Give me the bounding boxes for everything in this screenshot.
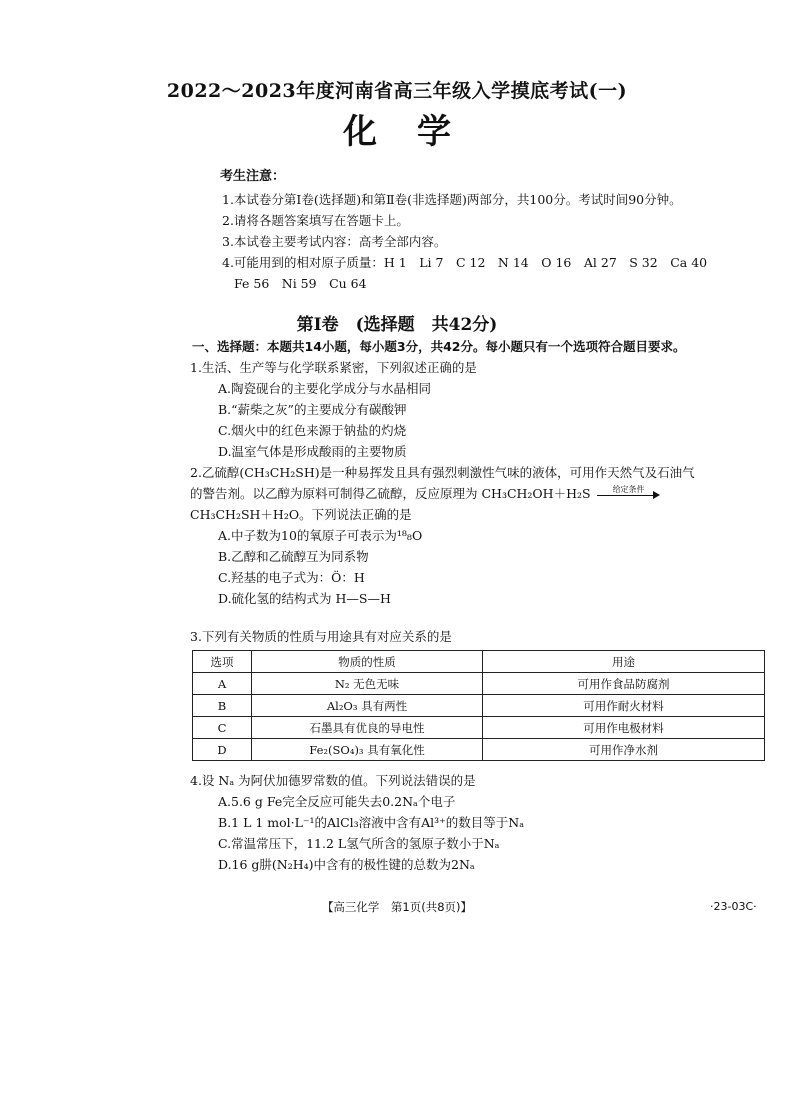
table-row: D Fe₂(SO₄)₃ 具有氧化性 可用作净水剂 — [193, 739, 765, 761]
page-footer: 【高三化学 第1页(共8页)】 — [321, 900, 473, 914]
table-header: 用途 — [483, 651, 765, 673]
table-row: B Al₂O₃ 具有两性 可用作耐火材料 — [193, 695, 765, 717]
question-option: A.5.6 g Fe完全反应可能失去0.2Nₐ个电子 — [218, 794, 456, 809]
note-item: Fe 56 Ni 59 Cu 64 — [234, 276, 367, 291]
question-stem-line: CH₃CH₂SH＋H₂O。下列说法正确的是 — [190, 507, 412, 522]
question-stem-line: 的警告剂。以乙醇为原料可制得乙硫醇，反应原理为 CH₃CH₂OH＋H₂S 给定条件 — [190, 483, 780, 504]
question-option: B.“薪柴之灰”的主要成分有碳酸钾 — [218, 402, 407, 417]
question-option: B.1 L 1 mol·L⁻¹的AlCl₃溶液中含有Al³⁺的数目等于Nₐ — [218, 815, 525, 830]
question-option: A.陶瓷砚台的主要化学成分与水晶相同 — [218, 381, 432, 396]
exam-title: 2022～2023年度河南省高三年级入学摸底考试(一) — [166, 80, 628, 102]
question-stem: 1.生活、生产等与化学联系紧密，下列叙述正确的是 — [190, 360, 477, 375]
question-4 — [190, 770, 780, 875]
question-2 — [190, 462, 780, 609]
question-option: D.硫化氢的结构式为 H—S—H — [218, 591, 391, 606]
question-stem: 4.设 Nₐ 为阿伏加德罗常数的值。下列说法错误的是 — [190, 773, 476, 788]
question-option: A.中子数为10的氧原子可表示为¹⁸₈O — [218, 528, 423, 543]
section-title: 第Ⅰ卷 (选择题 共42分) — [296, 315, 498, 335]
question-3-table — [192, 650, 765, 761]
question-option: C.烟火中的红色来源于钠盐的灼烧 — [218, 423, 407, 438]
reaction-condition: 给定条件 — [612, 484, 645, 494]
reaction-arrow — [597, 484, 661, 502]
question-1 — [190, 357, 780, 462]
note-item: 4.可能用到的相对原子质量：H 1 Li 7 C 12 N 14 O 16 Al 27 S 32 Ca 40 — [222, 255, 708, 270]
question-3-stem: 3.下列有关物质的性质与用途具有对应关系的是 — [190, 629, 452, 644]
question-stem: 2.乙硫醇(CH₃CH₂SH)是一种易挥发且具有强烈刺激性气味的液体，可用作天然气及石油气 — [190, 465, 695, 480]
notes-heading: 考生注意： — [220, 169, 286, 184]
candidate-notes — [220, 166, 760, 294]
question-option: B.乙醇和乙硫醇互为同系物 — [218, 549, 369, 564]
exam-subject: 化学 — [343, 112, 491, 152]
table-row: C 石墨具有优良的导电性 可用作电极材料 — [193, 717, 765, 739]
question-option: C.羟基的电子式为：Ö：H — [218, 570, 365, 585]
table-header: 物质的性质 — [252, 651, 483, 673]
note-item: 2.请将各题答案填写在答题卡上。 — [222, 213, 409, 228]
table-header: 选项 — [193, 651, 252, 673]
table-row: A N₂ 无色无味 可用作食品防腐剂 — [193, 673, 765, 695]
note-item: 1.本试卷分第Ⅰ卷(选择题)和第Ⅱ卷(非选择题)两部分，共100分。考试时间90分钟。 — [222, 192, 682, 207]
question-option: D.16 g肼(N₂H₄)中含有的极性键的总数为2Nₐ — [218, 857, 475, 872]
question-option: C.常温常压下，11.2 L氢气所含的氢原子数小于Nₐ — [218, 836, 500, 851]
section-instruction: 一、选择题：本题共14小题，每小题3分，共42分。每小题只有一个选项符合题目要求。 — [192, 339, 686, 354]
table-header-row — [193, 651, 765, 673]
paper-code: ·23-03C· — [710, 900, 757, 913]
note-item: 3.本试卷主要考试内容：高考全部内容。 — [222, 234, 447, 249]
question-option: D.温室气体是形成酸雨的主要物质 — [218, 444, 407, 459]
